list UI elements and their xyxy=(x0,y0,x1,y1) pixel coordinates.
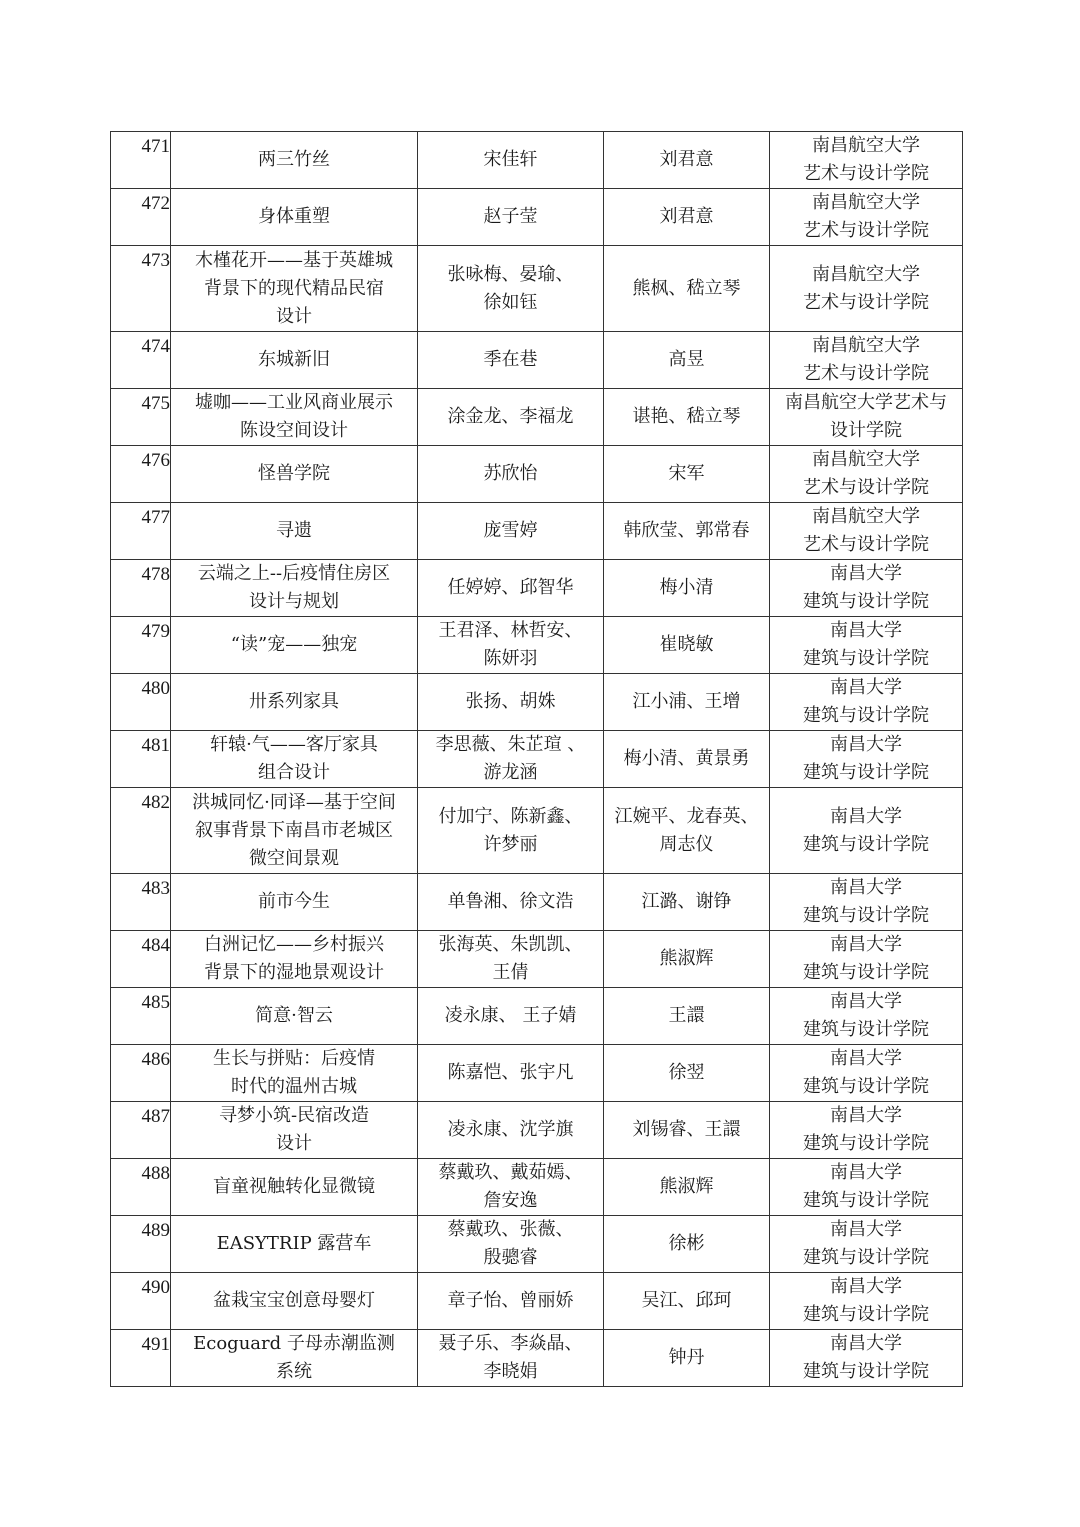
authors-cell xyxy=(418,1045,604,1102)
work-title-cell xyxy=(171,560,418,617)
authors-cell xyxy=(418,132,604,189)
row-number: 486 xyxy=(141,1049,170,1070)
authors: 季在巷 xyxy=(483,349,538,370)
row-number-cell xyxy=(111,389,171,446)
advisors-cell xyxy=(604,788,770,874)
table-row xyxy=(111,1216,963,1273)
row-number: 477 xyxy=(141,507,170,528)
authors: 单鲁湘、徐文浩 xyxy=(447,891,574,912)
advisors-cell xyxy=(604,617,770,674)
school-cell xyxy=(770,332,963,389)
advisors: 刘锡睿、王譞 xyxy=(632,1119,741,1140)
work-title-cell xyxy=(171,1102,418,1159)
school-cell xyxy=(770,1273,963,1330)
row-number: 484 xyxy=(141,935,170,956)
school: 南昌大学 建筑与设计学院 xyxy=(803,1048,929,1097)
advisors-cell xyxy=(604,988,770,1045)
authors-cell xyxy=(418,731,604,788)
school: 南昌大学 建筑与设计学院 xyxy=(803,934,929,983)
row-number-cell xyxy=(111,1159,171,1216)
row-number-cell xyxy=(111,931,171,988)
row-number-cell xyxy=(111,189,171,246)
row-number: 485 xyxy=(141,992,170,1013)
authors-cell xyxy=(418,560,604,617)
advisors-cell xyxy=(604,931,770,988)
work-title-cell xyxy=(171,246,418,332)
authors-cell xyxy=(418,446,604,503)
advisors: 熊淑辉 xyxy=(659,948,714,969)
table-row xyxy=(111,132,963,189)
authors-cell xyxy=(418,1216,604,1273)
authors-cell xyxy=(418,1102,604,1159)
school-cell xyxy=(770,560,963,617)
work-title: 盆栽宝宝创意母婴灯 xyxy=(213,1290,375,1311)
work-title: 盲童视触转化显微镜 xyxy=(213,1176,375,1197)
school-cell xyxy=(770,1102,963,1159)
advisors: 韩欣莹、郭常春 xyxy=(623,520,750,541)
row-number: 478 xyxy=(141,564,170,585)
authors-cell xyxy=(418,389,604,446)
school: 南昌大学 建筑与设计学院 xyxy=(803,1219,929,1268)
authors: 凌永康、 王子婧 xyxy=(444,1005,577,1026)
table-row xyxy=(111,246,963,332)
table-row xyxy=(111,788,963,874)
school: 南昌大学 建筑与设计学院 xyxy=(803,991,929,1040)
work-title: 两三竹丝 xyxy=(258,149,330,170)
advisors-cell xyxy=(604,674,770,731)
school: 南昌大学 建筑与设计学院 xyxy=(803,877,929,926)
advisors-cell xyxy=(604,132,770,189)
advisors-cell xyxy=(604,389,770,446)
advisors: 熊枫、嵇立琴 xyxy=(632,277,741,299)
authors-cell xyxy=(418,503,604,560)
authors: 张咏梅、晏瑜、 徐如钰 xyxy=(447,263,574,313)
advisors: 刘君意 xyxy=(659,149,714,170)
work-title: EASYTRIP 露营车 xyxy=(216,1233,372,1254)
authors: 蔡戴玖、戴茹嫣、 詹安逸 xyxy=(438,1162,583,1211)
work-title: 寻遗 xyxy=(276,520,312,541)
school: 南昌航空大学艺术与 设计学院 xyxy=(785,392,947,441)
advisors-cell xyxy=(604,1330,770,1387)
school-cell xyxy=(770,617,963,674)
work-title-cell xyxy=(171,788,418,874)
authors: 聂子乐、李焱晶、 李晓娟 xyxy=(438,1333,583,1382)
table-row xyxy=(111,1159,963,1216)
row-number-cell xyxy=(111,446,171,503)
row-number: 472 xyxy=(141,193,170,214)
advisors: 钟丹 xyxy=(668,1347,705,1368)
advisors: 徐彬 xyxy=(668,1233,705,1254)
row-number: 474 xyxy=(141,336,170,357)
work-title-cell xyxy=(171,988,418,1045)
advisors: 熊淑辉 xyxy=(659,1176,714,1197)
school: 南昌大学 建筑与设计学院 xyxy=(803,1276,929,1325)
advisors-cell xyxy=(604,560,770,617)
table-row xyxy=(111,1045,963,1102)
table-body xyxy=(111,132,963,1387)
authors: 赵子莹 xyxy=(483,206,538,227)
authors: 涂金龙、李福龙 xyxy=(447,406,574,427)
advisors-cell xyxy=(604,1216,770,1273)
work-title-cell xyxy=(171,389,418,446)
authors-cell xyxy=(418,1330,604,1387)
advisors: 宋军 xyxy=(668,463,705,484)
work-title: “读”宠——独宠 xyxy=(230,634,358,655)
advisors-cell xyxy=(604,446,770,503)
row-number: 490 xyxy=(141,1277,170,1298)
award-list-table xyxy=(110,131,963,1387)
advisors-cell xyxy=(604,1102,770,1159)
school: 南昌大学 建筑与设计学院 xyxy=(803,677,929,726)
advisors-cell xyxy=(604,246,770,332)
advisors: 梅小清、黄景勇 xyxy=(623,748,750,769)
authors: 章子怡、曾丽娇 xyxy=(447,1290,574,1311)
work-title: 简意·智云 xyxy=(255,1005,333,1026)
authors: 任婷婷、邱智华 xyxy=(447,577,574,598)
school: 南昌大学 建筑与设计学院 xyxy=(803,620,929,669)
work-title-cell xyxy=(171,503,418,560)
work-title-cell xyxy=(171,1045,418,1102)
table-row xyxy=(111,332,963,389)
advisors-cell xyxy=(604,1159,770,1216)
advisors: 王譞 xyxy=(668,1005,705,1026)
advisors: 江潞、谢铮 xyxy=(641,891,732,912)
row-number: 471 xyxy=(141,136,170,157)
authors: 张扬、胡姝 xyxy=(465,691,556,712)
authors: 陈嘉恺、张宇凡 xyxy=(447,1062,574,1083)
row-number: 476 xyxy=(141,450,170,471)
table-row xyxy=(111,874,963,931)
table-row xyxy=(111,931,963,988)
school-cell xyxy=(770,674,963,731)
school: 南昌大学 建筑与设计学院 xyxy=(803,1162,929,1211)
school-cell xyxy=(770,931,963,988)
school-cell xyxy=(770,1216,963,1273)
work-title-cell xyxy=(171,1159,418,1216)
work-title: 前市今生 xyxy=(258,891,330,912)
table-row xyxy=(111,617,963,674)
row-number: 475 xyxy=(141,393,170,414)
work-title-cell xyxy=(171,189,418,246)
row-number-cell xyxy=(111,1330,171,1387)
work-title: 生长与拼贴：后疫情 时代的温州古城 xyxy=(213,1048,375,1097)
work-title-cell xyxy=(171,132,418,189)
advisors-cell xyxy=(604,1045,770,1102)
advisors-cell xyxy=(604,874,770,931)
school-cell xyxy=(770,189,963,246)
work-title: 白洲记忆——乡村振兴 背景下的湿地景观设计 xyxy=(204,934,384,983)
table-row xyxy=(111,189,963,246)
advisors: 梅小清 xyxy=(659,577,714,598)
advisors-cell xyxy=(604,503,770,560)
authors-cell xyxy=(418,674,604,731)
authors: 付加宁、陈新鑫、 许梦丽 xyxy=(438,805,583,855)
advisors-cell xyxy=(604,1273,770,1330)
authors-cell xyxy=(418,788,604,874)
advisors: 崔晓敏 xyxy=(659,634,714,655)
school-cell xyxy=(770,1159,963,1216)
row-number-cell xyxy=(111,1045,171,1102)
row-number: 489 xyxy=(141,1220,170,1241)
table-row xyxy=(111,560,963,617)
row-number-cell xyxy=(111,246,171,332)
row-number-cell xyxy=(111,874,171,931)
school-cell xyxy=(770,246,963,332)
advisors: 江婉平、龙春英、 周志仪 xyxy=(614,805,759,855)
work-title-cell xyxy=(171,674,418,731)
work-title-cell xyxy=(171,1273,418,1330)
school-cell xyxy=(770,503,963,560)
table-row xyxy=(111,1273,963,1330)
row-number-cell xyxy=(111,1216,171,1273)
school: 南昌大学 建筑与设计学院 xyxy=(803,805,929,855)
work-title: Ecoguard 子母赤潮监测 系统 xyxy=(193,1333,395,1382)
advisors: 高昱 xyxy=(668,349,705,370)
row-number: 487 xyxy=(141,1106,170,1127)
row-number-cell xyxy=(111,788,171,874)
row-number: 481 xyxy=(141,735,170,756)
row-number-cell xyxy=(111,988,171,1045)
school: 南昌大学 建筑与设计学院 xyxy=(803,1333,929,1382)
authors: 李思薇、朱芷瑄 、 游龙涵 xyxy=(435,734,586,783)
authors-cell xyxy=(418,988,604,1045)
table-row xyxy=(111,674,963,731)
school-cell xyxy=(770,389,963,446)
row-number-cell xyxy=(111,1102,171,1159)
work-title-cell xyxy=(171,446,418,503)
work-title: 木槿花开——基于英雄城 背景下的现代精品民宿 设计 xyxy=(195,249,393,327)
work-title-cell xyxy=(171,1330,418,1387)
school: 南昌大学 建筑与设计学院 xyxy=(803,1105,929,1154)
table-row xyxy=(111,389,963,446)
advisors: 江小浦、王增 xyxy=(632,691,741,712)
school-cell xyxy=(770,874,963,931)
work-title: 云端之上--后疫情住房区 设计与规划 xyxy=(197,563,391,612)
work-title-cell xyxy=(171,931,418,988)
work-title: 墟咖——工业风商业展示 陈设空间设计 xyxy=(195,392,393,441)
row-number-cell xyxy=(111,332,171,389)
advisors: 徐翌 xyxy=(668,1062,705,1083)
school: 南昌航空大学 艺术与设计学院 xyxy=(803,192,929,241)
row-number: 483 xyxy=(141,878,170,899)
table-row xyxy=(111,1102,963,1159)
work-title: 怪兽学院 xyxy=(258,463,330,484)
school-cell xyxy=(770,988,963,1045)
row-number: 491 xyxy=(141,1334,170,1355)
school-cell xyxy=(770,1045,963,1102)
work-title: 卅系列家具 xyxy=(249,691,339,712)
row-number-cell xyxy=(111,503,171,560)
authors-cell xyxy=(418,931,604,988)
row-number-cell xyxy=(111,617,171,674)
school-cell xyxy=(770,1330,963,1387)
work-title-cell xyxy=(171,617,418,674)
school-cell xyxy=(770,788,963,874)
advisors-cell xyxy=(604,189,770,246)
authors: 凌永康、沈学旗 xyxy=(447,1119,574,1140)
table-row xyxy=(111,503,963,560)
work-title-cell xyxy=(171,1216,418,1273)
advisors: 谌艳、嵇立琴 xyxy=(632,406,741,427)
table-row xyxy=(111,731,963,788)
school: 南昌航空大学 艺术与设计学院 xyxy=(803,506,929,555)
row-number: 473 xyxy=(141,250,170,271)
advisors: 刘君意 xyxy=(659,206,714,227)
work-title: 洪城同忆·同译—基于空间 叙事背景下南昌市老城区 微空间景观 xyxy=(192,791,396,869)
row-number-cell xyxy=(111,560,171,617)
row-number-cell xyxy=(111,674,171,731)
authors-cell xyxy=(418,332,604,389)
row-number-cell xyxy=(111,132,171,189)
authors-cell xyxy=(418,189,604,246)
row-number: 480 xyxy=(141,678,170,699)
authors-cell xyxy=(418,246,604,332)
school: 南昌航空大学 艺术与设计学院 xyxy=(803,449,929,498)
row-number: 479 xyxy=(141,621,170,642)
work-title-cell xyxy=(171,332,418,389)
authors-cell xyxy=(418,617,604,674)
work-title-cell xyxy=(171,731,418,788)
school: 南昌航空大学 艺术与设计学院 xyxy=(803,335,929,384)
authors: 王君泽、林哲安、 陈妍羽 xyxy=(438,620,583,669)
authors-cell xyxy=(418,1159,604,1216)
work-title: 轩辕·气——客厅家具 组合设计 xyxy=(210,734,378,783)
advisors: 吴江、邱珂 xyxy=(641,1290,732,1311)
authors: 宋佳轩 xyxy=(483,149,538,170)
authors: 蔡戴玖、张薇、 殷骢睿 xyxy=(447,1219,574,1268)
school: 南昌大学 建筑与设计学院 xyxy=(803,734,929,783)
work-title: 身体重塑 xyxy=(258,206,330,227)
row-number-cell xyxy=(111,1273,171,1330)
authors: 苏欣怡 xyxy=(483,463,538,484)
row-number-cell xyxy=(111,731,171,788)
school-cell xyxy=(770,446,963,503)
advisors-cell xyxy=(604,332,770,389)
table-row xyxy=(111,1330,963,1387)
work-title: 东城新旧 xyxy=(258,349,330,370)
authors: 张海英、朱凯凯、 王倩 xyxy=(438,934,583,983)
row-number: 482 xyxy=(141,792,170,813)
school-cell xyxy=(770,132,963,189)
table-row xyxy=(111,988,963,1045)
school: 南昌航空大学 艺术与设计学院 xyxy=(803,135,929,184)
school: 南昌大学 建筑与设计学院 xyxy=(803,563,929,612)
row-number: 488 xyxy=(141,1163,170,1184)
advisors-cell xyxy=(604,731,770,788)
school-cell xyxy=(770,731,963,788)
authors-cell xyxy=(418,874,604,931)
table-row xyxy=(111,446,963,503)
authors: 庞雪婷 xyxy=(483,520,538,541)
school: 南昌航空大学 艺术与设计学院 xyxy=(803,263,929,313)
work-title: 寻梦小筑-民宿改造 设计 xyxy=(218,1105,370,1154)
work-title-cell xyxy=(171,874,418,931)
authors-cell xyxy=(418,1273,604,1330)
